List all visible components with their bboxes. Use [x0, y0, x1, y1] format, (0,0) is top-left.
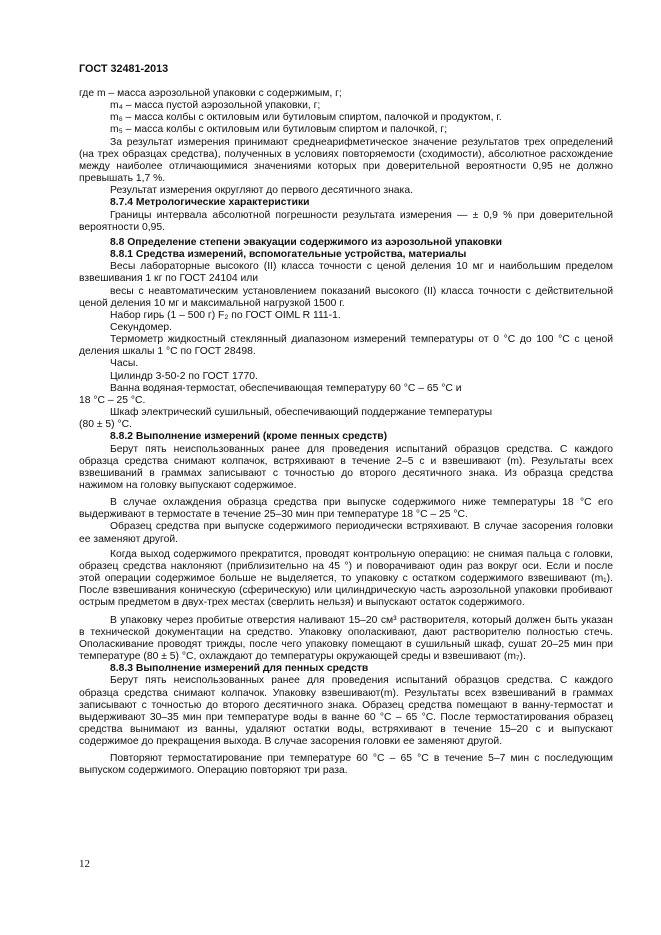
heading-8-7-4: 8.7.4 Метрологические характеристики: [110, 197, 310, 209]
definition-m: где m – масса аэрозольной упаковки с содержимым, г;: [79, 88, 342, 99]
item-water-bath: Ванна водяная-термостат, обеспечивающая температуру 60 °С – 65 °С и: [110, 382, 462, 394]
paragraph-rounding: Результат измерения округляют до первого десятичного знака.: [110, 185, 413, 197]
item-drying-oven: Шкаф электрический сушильный, обеспечивающий поддержание температуры: [110, 407, 493, 419]
item-thermometer: Термометр жидкостный стеклянный диапазоном измерений температуры от 0 °С до 100 °С с ценой деления шкалы 1 °С по ГОСТ 28498.: [79, 334, 613, 358]
heading-8-8-2: 8.8.2 Выполнение измерений (кроме пенных средств): [110, 431, 388, 443]
paragraph-result-definition: За результат измерения принимают среднеарифметическое значение результатов трех определений (на трех образцах средства), полученных в условиях повторяемости (сходимости), абсолютное расхождение между наиболее отличающимися значениями которых при доверительной вероятности 0,95 не должно превышать 1,7 %.: [79, 136, 613, 185]
page-number: 12: [79, 858, 90, 870]
item-water-bath-range: 18 °С – 25 °С.: [79, 394, 146, 406]
standard-code-header: ГОСТ 32481-2013: [79, 63, 169, 75]
paragraph-error-bounds: Границы интервала абсолютной погрешности результата измерения — ± 0,9 % при доверительной вероятности 0,95.: [79, 209, 613, 233]
item-cylinder: Цилиндр 3-50-2 по ГОСТ 1770.: [110, 370, 258, 382]
item-clock: Часы.: [110, 358, 139, 370]
paragraph-control-operation: Когда выход содержимого прекратится, проводят контрольную операцию: не снимая пальца с головки, образец средства наклоняют (приблизительно на 45 °) и поворачивают один раз вокруг оси. Если и после этой операции содержимое больше не выделяется, то упаковку с остатком содержимого взвешивают (m₁). После взвешивания коническую (сферическую) или цилиндрическую часть аэрозольной упаковки пробивают острым предметом в двух-трех местах (сверлить нельзя) и выпускают остаток содержимого.: [79, 548, 613, 609]
paragraph-cooling: В случае охлаждения образца средства при выпуске содержимого ниже температуры 18 °С его выдерживают в термостате в течение 25–30 мин при температуре 18 °С – 25 °С.: [79, 497, 613, 521]
item-scales-1: Весы лабораторные высокого (II) класса точности с ценой деления 10 мг и наибольшим пределом взвешивания 1 кг по ГОСТ 24104 или: [79, 261, 613, 285]
paragraph-rinsing: В упаковку через пробитые отверстия наливают 15–20 см³ растворителя, который должен быть указан в технической документации на средство. Упаковку ополаскивают, дают растворителю полностью стечь. Ополаскивание проводят трижды, после чего упаковку помещают в сушильный шкаф, сушат 20–25 мин при температуре (80 ± 5) °С, охлаждают до температуры окружающей среды и взвешивают (m₇).: [79, 614, 613, 663]
heading-8-8-3: 8.8.3 Выполнение измерений для пенных средств: [110, 663, 369, 675]
paragraph-foam-samples: Берут пять неиспользованных ранее для проведения испытаний образцов средства. С каждого образца средства снимают колпачок. Упаковку взвешивают(m). Результаты всех взвешиваний в граммах записывают с точностью до второго десятичного знака. Образец средства помещают в ванну-термостат и выдерживают 30–35 мин при температуре воды в ванне 60 °С – 65 °С. После термостатирования образец средства вынимают из ванны, удаляют остатки воды, встряхивают в течение 15–20 с и выпускают содержимое до прекращения выхода. В случае засорения головки ее заменяют другой.: [79, 675, 613, 748]
heading-8-8-1: 8.8.1 Средства измерений, вспомогательные устройства, материалы: [110, 249, 467, 261]
item-drying-oven-temp: (80 ± 5) °С.: [79, 419, 132, 431]
item-weights: Набор гирь (1 – 500 г) F₂ по ГОСТ OIML R 111-1.: [110, 309, 341, 321]
paragraph-repeat-thermostat: Повторяют термостатирование при температуре 60 °С – 65 °С в течение 5–7 мин с последующим выпуском содержимого. Операцию повторяют три раза.: [79, 753, 613, 777]
paragraph-take-samples: Берут пять неиспользованных ранее для проведения испытаний образцов средства. С каждого образца средства снимают колпачок, встряхивают в течение 2–5 с и взвешивают (m). Результаты всех взвешиваний в граммах записывают с точностью до второго десятичного знака. Из образца средства нажимом на головку выпускают содержимое.: [79, 443, 613, 491]
paragraph-shaking: Образец средства при выпуске содержимого периодически встряхивают. В случае засорения головки ее заменяют другой.: [79, 521, 613, 545]
definition-m6: m₆ – масса колбы с октиловым или бутиловым спиртом, палочкой и продуктом, г.: [110, 112, 502, 124]
item-stopwatch: Секундомер.: [110, 321, 173, 333]
definition-m4: m₄ – масса пустой аэрозольной упаковки, г;: [110, 100, 321, 112]
heading-8-8: 8.8 Определение степени эвакуации содержимого из аэрозольной упаковки: [110, 236, 502, 248]
document-body: [79, 88, 613, 778]
item-scales-2: весы с неавтоматическим установлением показаний высокого (II) класса точности с действительной ценой деления 10 мг и максимальной нагрузкой 1500 г.: [79, 285, 613, 309]
definition-m5: m₅ – масса колбы с октиловым или бутиловым спиртом и палочкой, г;: [110, 124, 448, 136]
